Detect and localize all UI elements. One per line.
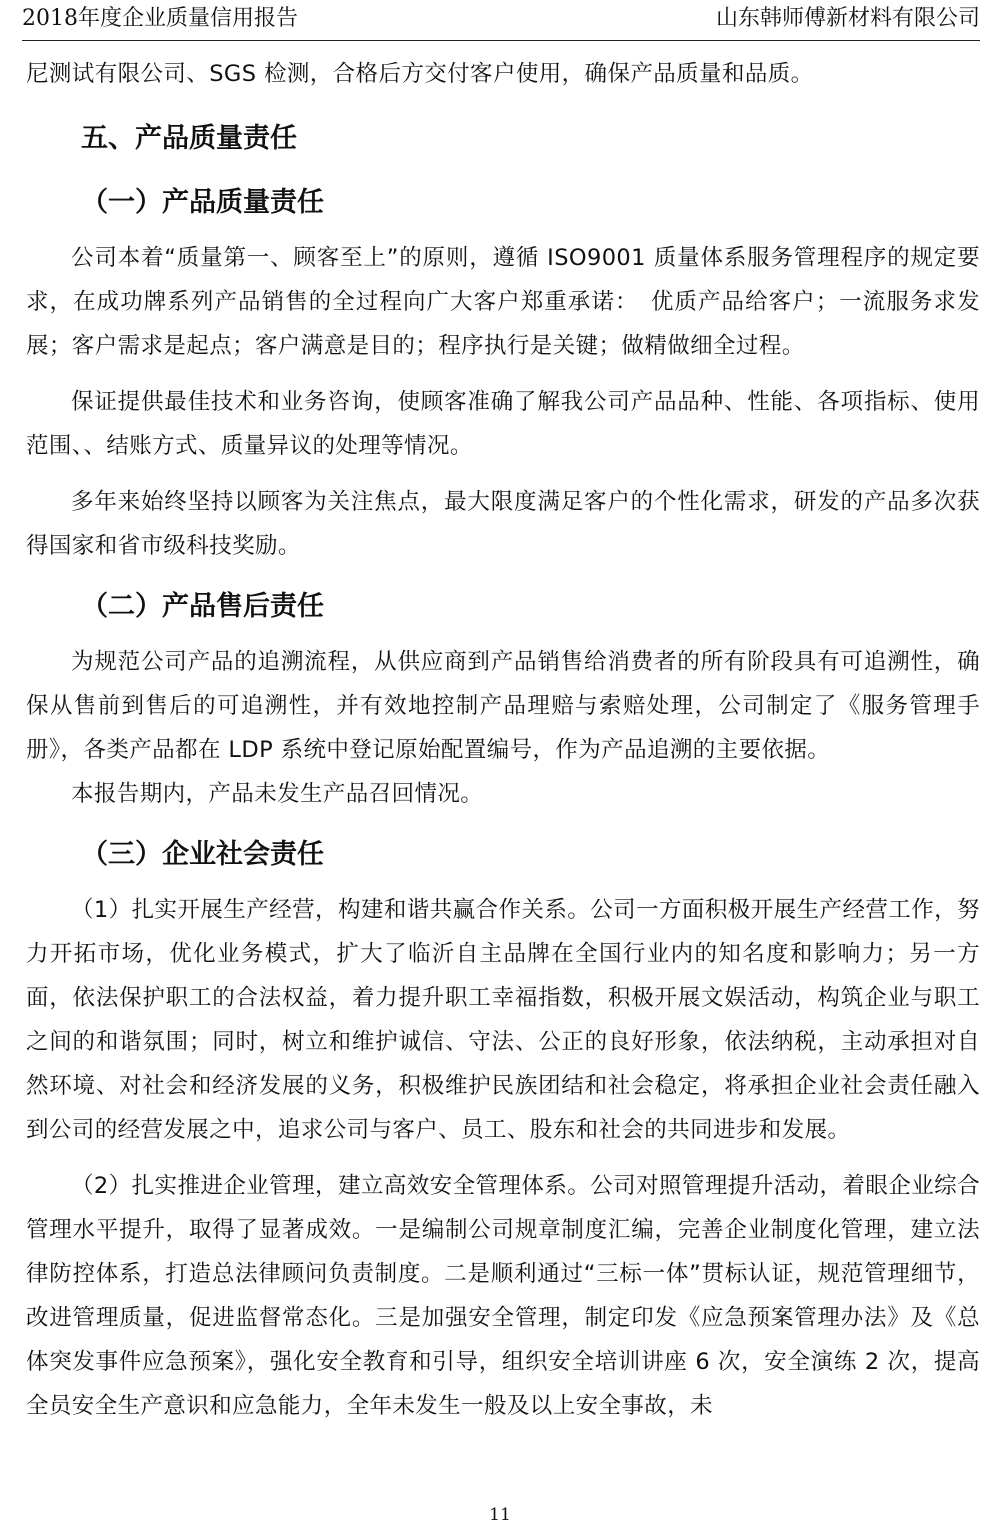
paragraph: 为规范公司产品的追溯流程，从供应商到产品销售给消费者的所有阶段具有可追溯性，确保从售前到售后的可追溯性，并有效地控制产品理赔与索赔处理，公司制定了《服务管理手册》，各类产品都在 LDP 系统中登记原始配置编号，作为产品追溯的主要依据。 <box>26 649 980 763</box>
paragraph: 保证提供最佳技术和业务咨询，使顾客准确了解我公司产品品种、性能、各项指标、使用范围、、结账方式、质量异议的处理等情况。 <box>26 389 980 459</box>
company-name: 山东韩师傅新材料有限公司 <box>715 6 980 31</box>
paragraph-continuation: 尼测试有限公司、SGS 检测，合格后方交付客户使用，确保产品质量和品质。 <box>26 61 814 87</box>
subsection-heading-quality: （一）产品质量责任 <box>81 187 324 218</box>
section-heading: 五、产品质量责任 <box>81 123 297 154</box>
subsection-heading-after-sales: （二）产品售后责任 <box>81 591 324 622</box>
paragraph: 本报告期内，产品未发生产品召回情况。 <box>71 781 484 807</box>
paragraph: 多年来始终坚持以顾客为关注焦点，最大限度满足客户的个性化需求，研发的产品多次获得国家和省市级科技奖励。 <box>26 489 980 559</box>
paragraph: 公司本着“质量第一、顾客至上”的原则，遵循 ISO9001 质量体系服务管理程序的规定要求，在成功牌系列产品销售的全过程向广大客户郑重承诺： 优质产品给客户；一流服务求发展；客户需求是起点；客户满意是目的；程序执行是关键；做精做细全过程。 <box>26 245 980 359</box>
report-title: 2018年度企业质量信用报告 <box>22 6 298 31</box>
page-header <box>22 0 980 41</box>
paragraph: （2）扎实推进企业管理，建立高效安全管理体系。公司对照管理提升活动，着眼企业综合管理水平提升，取得了显著成效。一是编制公司规章制度汇编，完善企业制度化管理，建立法律防控体系，打造总法律顾问负责制度。二是顺利通过“三标一体”贯标认证，规范管理细节，改进管理质量，促进监督常态化。三是加强安全管理，制定印发《应急预案管理办法》及《总体突发事件应急预案》，强化安全教育和引导，组织安全培训讲座 6 次，安全演练 2 次，提高全员安全生产意识和应急能力，全年未发生一般及以上安全事故，未 <box>26 1173 980 1419</box>
page-number: 11 <box>489 1505 511 1525</box>
document-body <box>26 52 980 1428</box>
subsection-heading-social: （三）企业社会责任 <box>81 839 324 870</box>
paragraph: （1）扎实开展生产经营，构建和谐共赢合作关系。公司一方面积极开展生产经营工作，努力开拓市场，优化业务模式，扩大了临沂自主品牌在全国行业内的知名度和影响力；另一方面，依法保护职工的合法权益，着力提升职工幸福指数，积极开展文娱活动，构筑企业与职工之间的和谐氛围；同时，树立和维护诚信、守法、公正的良好形象，依法纳税，主动承担对自然环境、对社会和经济发展的义务，积极维护民族团结和社会稳定，将承担企业社会责任融入到公司的经营发展之中，追求公司与客户、员工、股东和社会的共同进步和发展。 <box>26 897 980 1143</box>
